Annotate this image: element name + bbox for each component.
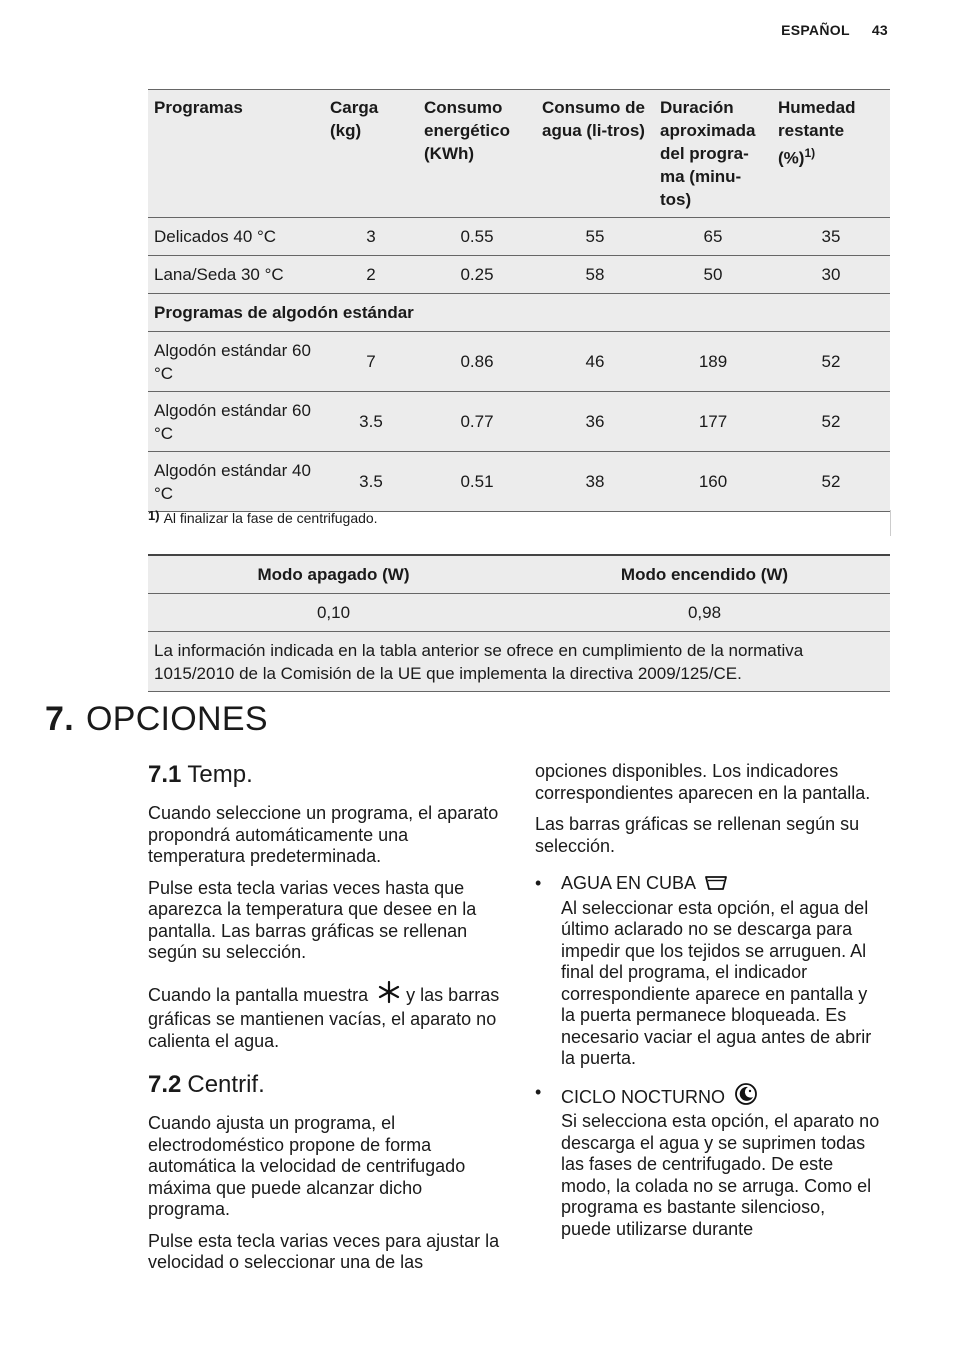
agua-en-cuba-title: AGUA EN CUBA <box>561 873 696 893</box>
row-duracion: 189 <box>654 332 772 392</box>
subsection-temp-heading <box>148 760 503 790</box>
footnote-mark: 1) <box>148 508 160 523</box>
temp-paragraph-3-start: Cuando la pantalla muestra <box>148 984 369 1005</box>
row-energia: 0.86 <box>418 332 536 392</box>
header-consumo-agua: Consumo de agua (li-tros) <box>536 90 654 218</box>
temp-paragraph-3 <box>148 980 503 1053</box>
row-humedad: 52 <box>772 452 890 512</box>
subsection-centrif-number: 7.2 <box>148 1071 182 1098</box>
power-table <box>148 554 890 692</box>
row-carga: 3.5 <box>324 452 418 512</box>
header-carga: Carga (kg) <box>324 90 418 218</box>
row-agua: 55 <box>536 218 654 256</box>
bullet: • <box>535 1081 542 1102</box>
row-carga: 7 <box>324 332 418 392</box>
header-humedad-label: Humedad restante <box>778 98 856 140</box>
power-header-row <box>148 555 890 594</box>
row-humedad: 35 <box>772 218 890 256</box>
subsection-temp-number: 7.1 <box>148 761 182 788</box>
subsection-centrif-heading <box>148 1070 503 1100</box>
header-humedad-unit: (%) <box>778 148 805 168</box>
list-item <box>535 873 880 1070</box>
options-paragraph-1: opciones disponibles. Los indicadores correspondientes aparecen en la pantalla. <box>535 761 871 803</box>
footnote-text: Al finalizar la fase de centrifugado. <box>163 510 378 526</box>
page-header <box>781 22 888 38</box>
table-row <box>148 392 890 452</box>
row-duracion: 65 <box>654 218 772 256</box>
row-agua: 36 <box>536 392 654 452</box>
section-heading <box>45 700 268 739</box>
ciclo-nocturno-text: Si selecciona esta opción, el aparato no descarga el agua y se suprimen todas las fases de centrifugado. De este modo, la colada no se arruga. Como el programa es bastante silencioso, puede utilizarse durante <box>561 1111 880 1239</box>
options-list <box>535 873 880 1240</box>
row-duracion: 160 <box>654 452 772 512</box>
row-carga: 2 <box>324 256 418 294</box>
language-label: ESPAÑOL <box>781 22 850 38</box>
value-modo-encendido: 0,98 <box>519 594 890 632</box>
section-title-cotton: Programas de algodón estándar <box>148 294 890 332</box>
row-program-name: Algodón estándar 40 °C <box>148 452 324 512</box>
temp-paragraph-1: Cuando seleccione un programa, el aparato propondrá automáticamente una temperatura predeterminada. <box>148 803 499 866</box>
section-number: 7. <box>45 700 74 738</box>
row-carga: 3.5 <box>324 392 418 452</box>
table-row <box>148 256 890 294</box>
row-program-name: Algodón estándar 60 °C <box>148 392 324 452</box>
list-item <box>535 1082 880 1241</box>
row-duracion: 177 <box>654 392 772 452</box>
header-modo-encendido: Modo encendido (W) <box>519 555 890 594</box>
header-programas: Programas <box>148 90 324 218</box>
row-carga: 3 <box>324 218 418 256</box>
header-modo-apagado: Modo apagado (W) <box>148 555 519 594</box>
header-humedad-footnote: 1) <box>804 146 816 160</box>
programs-table <box>148 89 890 512</box>
row-program-name: Delicados 40 °C <box>148 218 324 256</box>
options-paragraph-2: Las barras gráficas se rellenan según su selección. <box>535 814 860 856</box>
row-energia: 0.55 <box>418 218 536 256</box>
agua-en-cuba-text: Al seleccionar esta opción, el agua del último aclarado no se descarga para impedir que los tejidos se arruguen. Al final del programa, el indicador correspondiente aparece en pantalla y la puerta permanece bloqueada. Es necesario vaciar el agua antes de abrir la puerta. <box>561 897 872 1068</box>
row-energia: 0.51 <box>418 452 536 512</box>
row-duracion: 50 <box>654 256 772 294</box>
regulation-note: La información indicada en la tabla anterior se ofrece en cumplimiento de la normativa 1015/2010 de la Comisión de la UE que implementa la directiva 2009/125/CE. <box>148 632 890 692</box>
centrif-paragraph-2: Pulse esta tecla varias veces para ajustar la velocidad o seleccionar una de las <box>148 1230 500 1272</box>
subsection-centrif-title: Centrif. <box>187 1071 265 1098</box>
header-consumo-energetico: Consumo energético (KWh) <box>418 90 536 218</box>
row-humedad: 52 <box>772 392 890 452</box>
temp-paragraph-3-end: y las barras gráficas se mantienen vacías, el aparato no calienta el agua. <box>148 984 500 1051</box>
power-values-row <box>148 594 890 632</box>
cold-wash-icon <box>377 980 401 1010</box>
bullet: • <box>535 873 542 893</box>
table-row <box>148 332 890 392</box>
row-agua: 38 <box>536 452 654 512</box>
table-footnote <box>148 510 891 536</box>
header-duracion: Duración aproximada del progra-ma (minu-tos) <box>654 90 772 218</box>
page-number: 43 <box>871 22 888 38</box>
row-program-name: Lana/Seda 30 °C <box>148 256 324 294</box>
temp-paragraph-2: Pulse esta tecla varias veces hasta que aparezca la temperatura que desee en la pantalla. Las barras gráficas se rellenan según su selección. <box>148 877 477 962</box>
header-humedad <box>772 90 890 218</box>
row-humedad: 52 <box>772 332 890 392</box>
table-section-row <box>148 294 890 332</box>
row-agua: 58 <box>536 256 654 294</box>
section-title: OPCIONES <box>85 700 268 738</box>
row-humedad: 30 <box>772 256 890 294</box>
night-cycle-icon <box>734 1082 758 1112</box>
subsection-temp-title: Temp. <box>187 761 253 788</box>
row-program-name: Algodón estándar 60 °C <box>148 332 324 392</box>
row-energia: 0.77 <box>418 392 536 452</box>
value-modo-apagado: 0,10 <box>148 594 519 632</box>
left-column <box>148 760 503 1284</box>
table-row <box>148 218 890 256</box>
row-agua: 46 <box>536 332 654 392</box>
right-column <box>535 761 880 1252</box>
power-note-row <box>148 632 890 692</box>
row-energia: 0.25 <box>418 256 536 294</box>
table-row <box>148 452 890 512</box>
water-tub-icon <box>704 874 728 898</box>
ciclo-nocturno-title: CICLO NOCTURNO <box>561 1086 726 1107</box>
centrif-paragraph-1: Cuando ajusta un programa, el electrodoméstico propone de forma automática la velocidad de centrifugado máxima que puede alcanzar dicho programa. <box>148 1113 466 1219</box>
table-header-row <box>148 90 890 218</box>
